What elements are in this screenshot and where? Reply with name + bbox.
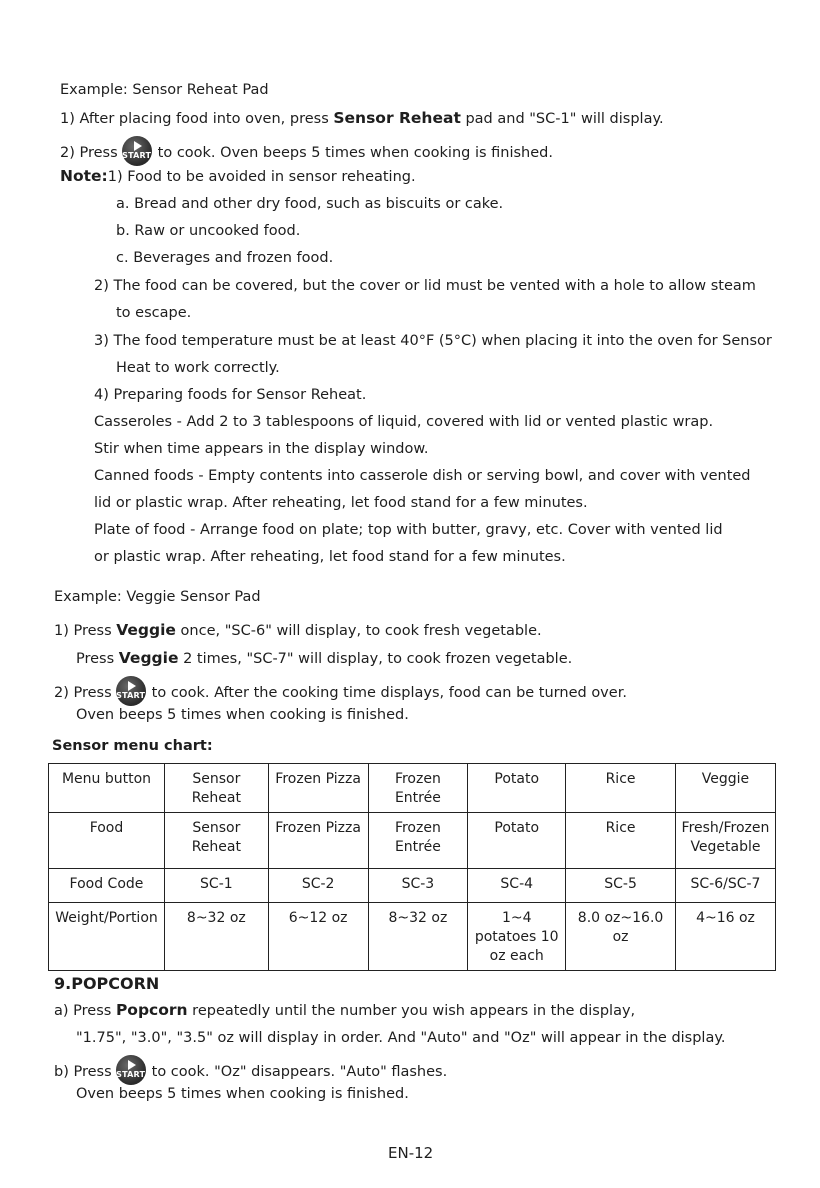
veggie-step1b-post: 2 times, "SC-7" will display, to cook frozen vegetable. [178, 651, 573, 667]
veggie-step-1b [76, 648, 572, 669]
popcorn-heading: 9.POPCORN [54, 974, 160, 993]
step2-text-pre: 2) Press [60, 145, 118, 161]
play-triangle-icon [134, 141, 142, 151]
table-cell: Frozen Entrée [368, 764, 468, 813]
table-cell: Food [49, 813, 165, 869]
popcorn-b-post: to cook. "Oz" disappears. "Auto" flashes. [151, 1064, 448, 1080]
note-label: Note: [60, 167, 108, 185]
veggie-step2-post: to cook. After the cooking time displays, food can be turned over. [151, 685, 627, 701]
note-1 [60, 166, 416, 187]
note-1-text: 1) Food to be avoided in sensor reheating. [107, 169, 416, 185]
table-cell: SC-2 [268, 869, 368, 903]
plate-line-2: or plastic wrap. After reheating, let food stand for a few minutes. [94, 549, 566, 565]
step1-bold-key: Sensor Reheat [333, 109, 461, 127]
sensor-menu-chart-title: Sensor menu chart: [52, 738, 213, 754]
popcorn-b-pre: b) Press [54, 1064, 112, 1080]
table-cell: Sensor Reheat [164, 813, 268, 869]
table-cell: Menu button [49, 764, 165, 813]
table-row [49, 764, 776, 813]
start-icon-label: START [116, 691, 146, 700]
note-4: 4) Preparing foods for Sensor Reheat. [94, 387, 367, 403]
veggie-step-1 [54, 620, 542, 641]
table-cell: SC-1 [164, 869, 268, 903]
table-cell: SC-3 [368, 869, 468, 903]
table-cell: Rice [566, 764, 676, 813]
start-icon-label: START [122, 151, 152, 160]
popcorn-step-a-line-2: "1.75", "3.0", "3.5" oz will display in order. And "Auto" and "Oz" will appear in the display. [76, 1030, 726, 1046]
table-cell: SC-6/SC-7 [675, 869, 775, 903]
veggie-step1-pre: 1) Press [54, 623, 117, 639]
table-cell: Frozen Pizza [268, 813, 368, 869]
casseroles-line-2: Stir when time appears in the display window. [94, 441, 429, 457]
veggie-step1b-pre: Press [76, 651, 119, 667]
step1-text-pre: 1) After placing food into oven, press [60, 111, 334, 127]
start-icon-label: START [116, 1070, 146, 1079]
table-cell: Frozen Pizza [268, 764, 368, 813]
note-2-line-1: 2) The food can be covered, but the cover or lid must be vented with a hole to allow steam [94, 278, 756, 294]
table-cell: Fresh/Frozen Vegetable [675, 813, 775, 869]
table-cell: 8~32 oz [368, 903, 468, 971]
note-2-line-2: to escape. [116, 305, 192, 321]
play-triangle-icon [128, 681, 136, 691]
note-3-line-1: 3) The food temperature must be at least 40°F (5°C) when placing it into the oven for Sensor [94, 333, 772, 349]
popcorn-a-bold: Popcorn [115, 1001, 188, 1019]
popcorn-step-a [54, 1000, 635, 1021]
table-cell: Sensor Reheat [164, 764, 268, 813]
popcorn-step-b [54, 1057, 447, 1087]
sensor-reheat-step-2 [60, 138, 553, 168]
table-cell: Potato [468, 813, 566, 869]
table-cell: 4~16 oz [675, 903, 775, 971]
veggie-step1b-bold: Veggie [118, 649, 179, 667]
sensor-reheat-title: Example: Sensor Reheat Pad [60, 82, 269, 98]
veggie-step1-bold: Veggie [116, 621, 176, 639]
table-cell: 1~4 potatoes 10 oz each [468, 903, 566, 971]
veggie-step-2-line-2: Oven beeps 5 times when cooking is finished. [76, 707, 409, 723]
sensor-reheat-step-1 [60, 108, 664, 129]
sensor-menu-chart [48, 763, 776, 971]
casseroles-line-1: Casseroles - Add 2 to 3 tablespoons of liquid, covered with lid or vented plastic wrap. [94, 414, 714, 430]
table-cell: Rice [566, 813, 676, 869]
veggie-step2-pre: 2) Press [54, 685, 112, 701]
start-play-icon [116, 1055, 146, 1085]
table-cell: Veggie [675, 764, 775, 813]
veggie-step1-post: once, "SC-6" will display, to cook fresh vegetable. [175, 623, 542, 639]
table-row [49, 903, 776, 971]
note-1-a: a. Bread and other dry food, such as biscuits or cake. [116, 196, 504, 212]
note-3-line-2: Heat to work correctly. [116, 360, 280, 376]
table-cell: 8.0 oz~16.0 oz [566, 903, 676, 971]
table-cell: SC-4 [468, 869, 566, 903]
table-cell: 8~32 oz [164, 903, 268, 971]
page-number: EN-12 [388, 1144, 434, 1162]
table-cell: Food Code [49, 869, 165, 903]
note-1-c: c. Beverages and frozen food. [116, 250, 334, 266]
note-1-b: b. Raw or uncooked food. [116, 223, 301, 239]
popcorn-a-post: repeatedly until the number you wish appears in the display, [187, 1003, 636, 1019]
start-play-icon [122, 136, 152, 166]
veggie-title: Example: Veggie Sensor Pad [54, 589, 261, 605]
veggie-step-2 [54, 678, 627, 708]
step2-text-post: to cook. Oven beeps 5 times when cooking is finished. [157, 145, 553, 161]
popcorn-step-b-line-2: Oven beeps 5 times when cooking is finished. [76, 1086, 409, 1102]
plate-line-1: Plate of food - Arrange food on plate; top with butter, gravy, etc. Cover with vented lid [94, 522, 723, 538]
table-cell: Potato [468, 764, 566, 813]
canned-line-1: Canned foods - Empty contents into casserole dish or serving bowl, and cover with vented [94, 468, 751, 484]
table-cell: SC-5 [566, 869, 676, 903]
table-cell: Frozen Entrée [368, 813, 468, 869]
popcorn-a-pre: a) Press [54, 1003, 116, 1019]
table-cell: 6~12 oz [268, 903, 368, 971]
start-play-icon [116, 676, 146, 706]
play-triangle-icon [128, 1060, 136, 1070]
table-cell: Weight/Portion [49, 903, 165, 971]
table-row [49, 813, 776, 869]
step1-text-post: pad and "SC-1" will display. [460, 111, 664, 127]
canned-line-2: lid or plastic wrap. After reheating, let food stand for a few minutes. [94, 495, 588, 511]
table-row [49, 869, 776, 903]
